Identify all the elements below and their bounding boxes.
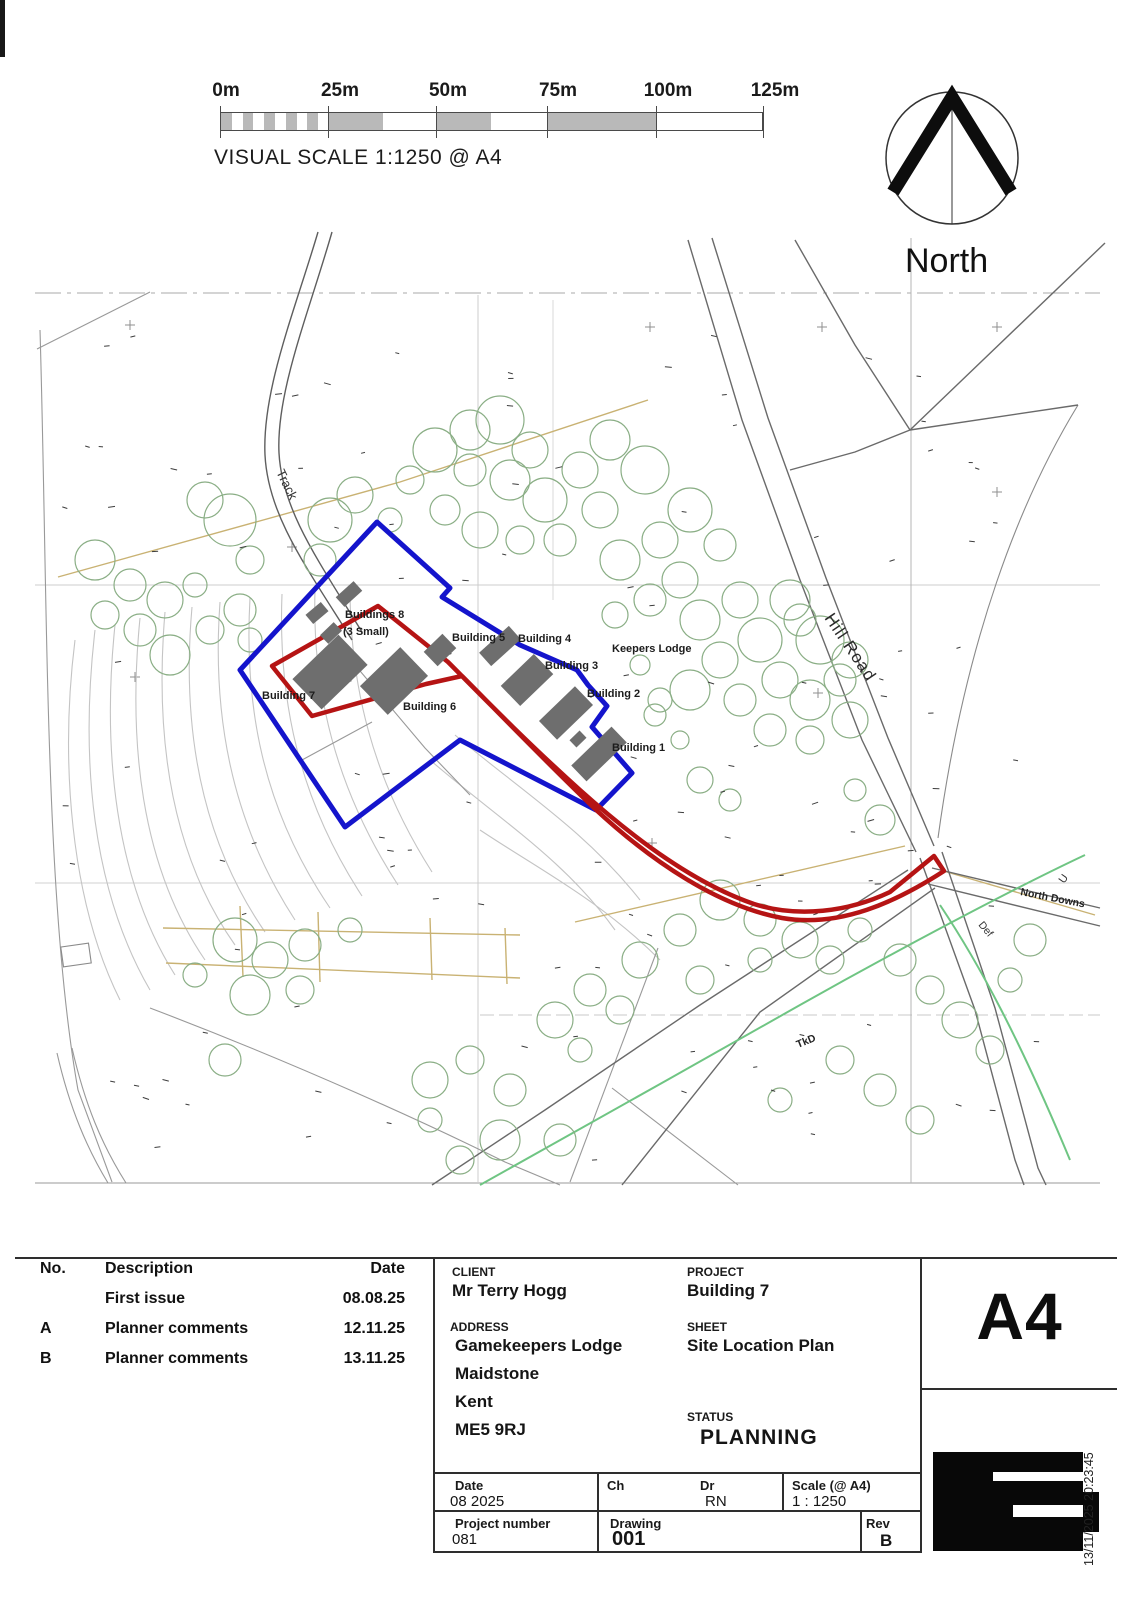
project-label: PROJECT [687, 1265, 744, 1279]
label-hill-road: Hill Road [820, 609, 881, 685]
label-buildings-8-sub: (3 Small) [343, 626, 389, 638]
visual-scale-caption: VISUAL SCALE 1:1250 @ A4 [214, 146, 503, 169]
label-building-1: Building 1 [612, 742, 666, 754]
contour-lines [69, 588, 660, 1000]
grid-crosses [125, 320, 1002, 848]
scale-label-50: 50m [428, 80, 468, 101]
address-line: Gamekeepers Lodge [455, 1336, 623, 1355]
drawing-page: 0m 25m 50m 75m 100m 125m VISUAL SCALE 1:1250 @ A4 Buildings 8 (3 Small) Building 5 Building 4 Keepers Lodge Building 3 Building 2 Building 7 Building 6 Building 1 Track Hill Road North Downs Def TkD U North No. Description Date First issue 08.08.25 A Planner comments 12.11.25 B Planner comments 13.11.25 CLIENT Mr Terry Hogg PROJECT Building 7 ADDRESS Gamekeepers Lodge Maidstone Kent ME5 9RJ SHEET Site Location Plan STATUS PLANNING Date 08 2025 Ch Dr RN Scale (@ A4) 1 : 1250 Project number 081 Drawing 001 Rev B A4 13/11/2025 20:23:45 [0, 0, 1131, 1600]
client-value: Mr Terry Hogg [452, 1281, 567, 1300]
address-label: ADDRESS [450, 1320, 509, 1334]
checked-label: Ch [607, 1478, 625, 1493]
scale-label-25: 25m [320, 80, 360, 101]
company-logo [933, 1452, 1083, 1551]
buildings [292, 581, 626, 781]
project-value: Building 7 [687, 1281, 770, 1300]
rev-header-date: Date [370, 1260, 405, 1277]
label-building-6: Building 6 [403, 701, 457, 713]
label-building-7: Building 7 [262, 690, 316, 702]
label-track: Track [273, 466, 301, 503]
date-label: Date [455, 1478, 484, 1493]
project-number-label: Project number [455, 1516, 551, 1531]
label-u: U [1056, 872, 1072, 886]
rev-value: B [880, 1531, 893, 1550]
map-labels [262, 467, 1086, 1051]
scale-label-100: 100m [643, 80, 693, 101]
status-label: STATUS [687, 1410, 734, 1424]
green-footpaths [480, 855, 1085, 1185]
sheet-value: Site Location Plan [687, 1336, 835, 1355]
rev-label: Rev [866, 1516, 890, 1531]
scale-label-0: 0m [212, 80, 240, 101]
project-number-value: 081 [452, 1531, 478, 1548]
sheet-label: SHEET [687, 1320, 728, 1334]
label-def: Def [975, 919, 996, 940]
drawing-label: Drawing [610, 1516, 662, 1531]
label-building-4: Building 4 [518, 633, 572, 645]
rev-header-no: No. [40, 1260, 66, 1277]
label-buildings-8: Buildings 8 [345, 609, 405, 621]
scale-label-75: 75m [538, 80, 578, 101]
print-timestamp: 13/11/2025 20:23:45 [1082, 1452, 1096, 1566]
tree-symbols [75, 396, 1046, 1174]
north-arrow-icon [886, 92, 1018, 280]
label-building-2: Building 2 [587, 688, 641, 700]
north-label: North [905, 242, 989, 280]
drawn-label: Dr [700, 1478, 715, 1493]
address-line: Kent [455, 1392, 493, 1411]
label-building-5: Building 5 [452, 632, 506, 644]
drawn-value: RN [705, 1493, 727, 1510]
status-value: PLANNING [700, 1426, 818, 1449]
paper-size-label: A4 [976, 1279, 1063, 1353]
scale-label-125: 125m [750, 80, 800, 101]
scale-at-a4-value: 1 : 1250 [792, 1493, 847, 1510]
scale-at-a4-label: Scale (@ A4) [792, 1478, 871, 1493]
label-keepers-lodge: Keepers Lodge [612, 643, 692, 655]
label-building-3: Building 3 [545, 660, 599, 672]
label-north-downs: North Downs [1019, 886, 1086, 911]
building-2-footprint [539, 686, 593, 739]
label-tkd: TkD [794, 1032, 818, 1051]
address-line: ME5 9RJ [455, 1420, 526, 1439]
address-line: Maidstone [455, 1364, 540, 1383]
drawing-value: 001 [612, 1528, 646, 1550]
rev-header-desc: Description [105, 1260, 194, 1277]
date-value: 08 2025 [450, 1493, 505, 1510]
client-label: CLIENT [452, 1265, 496, 1279]
